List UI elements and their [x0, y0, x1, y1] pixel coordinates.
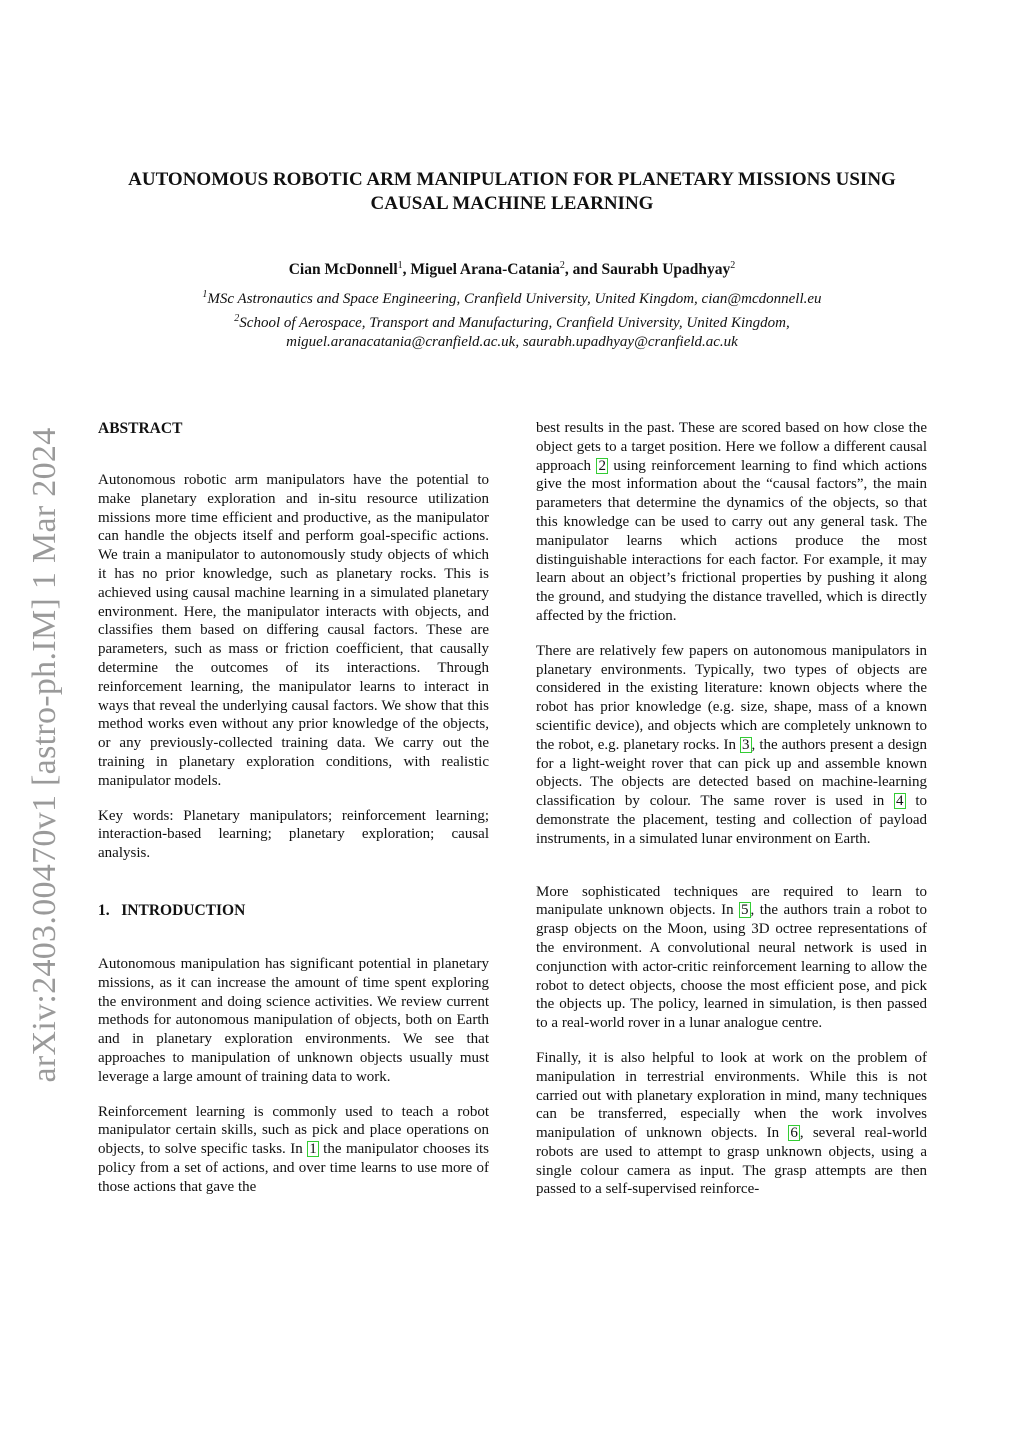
citation-link[interactable]: 2	[598, 457, 606, 474]
author-affiliation-mark: 1	[397, 260, 403, 271]
paper-title	[60, 168, 964, 216]
citation-link[interactable]: 3	[742, 736, 750, 753]
abstract-body: Autonomous robotic arm manipulators have the potential to make planetary exploration and in-situ resource utilization missions more time efficient and productive, as the manipulator can handle the objects itself and perform goal-specific actions. We train a manipulator to autonomously study objects of which it has no prior knowledge, such as planetary rocks. This is achieved using causal machine learning in a simulated planetary environment. Here, the manipulator interacts with objects, and classifies them based on differing causal factors. These are parameters, such as mass or friction coefficient, that causally determine the outcomes of its interactions. Through reinforcement learning, the manipulator learns to interact in ways that reveal the underlying causal factors. We show that this method works even without any prior knowledge of the objects, or any previously-collected training data. We carry out the training in planetary exploration conditions, with realistic manipulator models.	[98, 472, 489, 789]
affiliation-2: School of Aerospace, Transport and Manufacturing, Cranfield University, United Kingdom,	[239, 315, 790, 331]
citation-link[interactable]: 6	[790, 1125, 798, 1142]
affiliation-1: MSc Astronautics and Space Engineering, Cranfield University, United Kingdom, cian@mcdonnell.eu	[207, 291, 822, 307]
right-paragraph-2: There are relatively few papers on autonomous manipulators in planetary environments. Typically, two types of objects are considered in the existing literature: known objects where the robot has prior knowledge (e.g. size, shape, mass of a known scientific device), and objects which are completely unknown to the robot, e.g. planetary rocks. In 3 , the authors present a design for a light-weight rover that can pick up and assemble known objects. The objects are detected based on machine-learning classification by colour. The same rover is used in 4 to demonstrate the placement, testing and collection of payload instruments, in a simulated lunar environment on Earth.	[536, 642, 928, 847]
introduction-heading: 1. INTRODUCTION	[98, 901, 246, 919]
title-line-1: AUTONOMOUS ROBOTIC ARM MANIPULATION FOR PLANETARY MISSIONS USING	[128, 169, 896, 190]
citation-link[interactable]: 4	[896, 793, 904, 810]
author-affiliation-mark: 2	[730, 260, 736, 271]
affiliations	[60, 285, 964, 352]
author-name: Saurabh Upadhyay	[601, 261, 731, 279]
title-line-2: CAUSAL MACHINE LEARNING	[370, 193, 654, 214]
abstract-heading: ABSTRACT	[98, 420, 183, 437]
right-paragraph-4: Finally, it is also helpful to look at work on the problem of manipulation in terrestrial environments. While this is not carried out with planetary exploration in mind, many techniques can be transferred, especially when the work involves manipulation of unknown objects. In 6 , several real-world robots are used to attempt to grasp unknown objects, using a single colour camera as input. The grasp attempts are then passed to a self-supervised reinforce-	[536, 1049, 927, 1198]
right-paragraph-1: best results in the past. These are scored based on how close the object gets to a target position. Here we follow a different causal approach 2 using reinforcement learning to find which actions give the most information about the “causal factors”, the main parameters that determine the dynamics of the objects, so that this knowledge can be used to carry out any general task. The manipulator learns which actions produce the most distinguishable interactions for each factor. For example, it may learn about an object’s frictional properties by pushing it along the ground, and studying the distance travelled, which is directly affected by the friction.	[536, 420, 928, 624]
left-column	[98, 419, 489, 1213]
affiliation-emails: miguel.aranacatania@cranfield.ac.uk, saurabh.upadhyay@cranfield.ac.uk	[286, 334, 738, 350]
intro-paragraph-1: Autonomous manipulation has significant potential in planetary missions, as it can increase the amount of time spent exploring the environment and doing science activities. We review current methods for autonomous manipulation of objects, both on Earth and in planetary exploration environments. We see that approaches to manipulation of unknown objects usually must leverage a large amount of training data to work.	[98, 955, 489, 1085]
right-column	[536, 419, 927, 1215]
citation-link[interactable]: 1	[309, 1141, 317, 1158]
author-name: Cian McDonnell	[288, 261, 398, 279]
keywords: Key words: Planetary manipulators; reinforcement learning; interaction-based learning; planetary exploration; causal analysis.	[98, 807, 489, 862]
author-list	[60, 256, 964, 280]
arxiv-sidebar-stamp	[22, 425, 68, 1085]
arxiv-identifier: arXiv:2403.00470v1 [astro-ph.IM] 1 Mar 2024	[26, 427, 63, 1083]
affiliation-number: 1	[202, 289, 208, 300]
right-paragraph-3: More sophisticated techniques are required to learn to manipulate unknown objects. In 5 , the authors train a robot to grasp objects on the Moon, using 3D octree representations of the environment. A convolutional neural network is used in conjunction with actor-critic reinforcement learning to allow the robot to detect objects, choose the most efficient pose, and pick the objects up. The policy, learned in simulation, is then passed to a real-world rover in a lunar analogue centre.	[536, 883, 927, 1032]
author-name: Miguel Arana-Catania	[410, 261, 560, 279]
affiliation-number: 2	[234, 313, 240, 324]
citation-link[interactable]: 5	[741, 902, 749, 919]
author-separator: , and	[564, 261, 602, 279]
author-separator: ,	[402, 261, 411, 279]
intro-paragraph-2: Reinforcement learning is commonly used to teach a robot manipulator certain skills, such as pick and place operations on objects, to solve specific tasks. In 1 the manipulator chooses its policy from a set of actions, and over time learns to use more of those actions that gave the	[98, 1103, 489, 1195]
author-affiliation-mark: 2	[559, 260, 565, 271]
